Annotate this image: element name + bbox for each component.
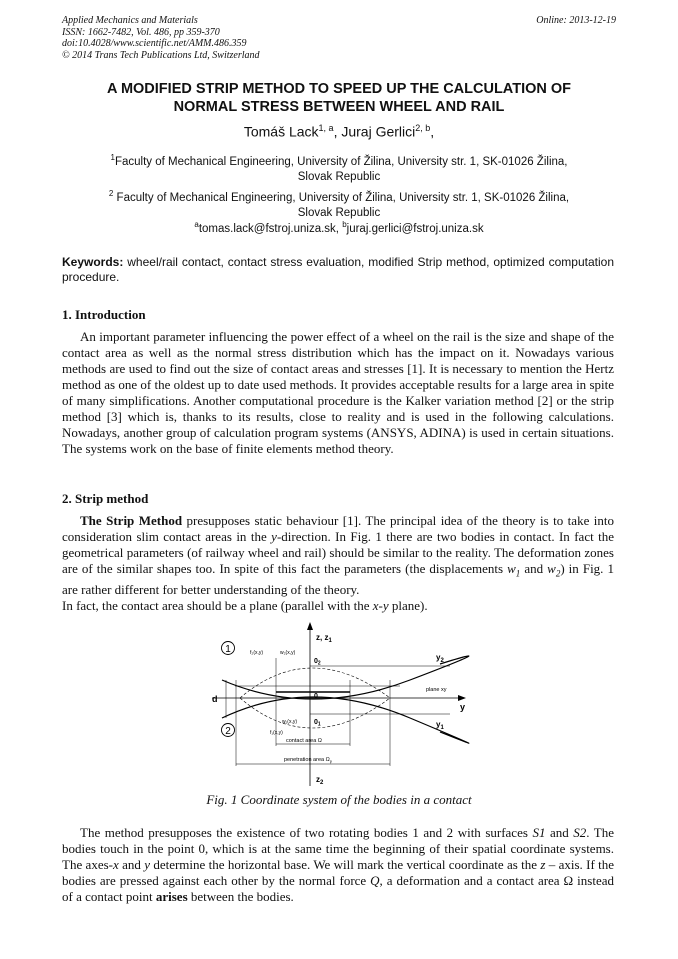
s2-text-b: -direction. In Fig. 1 there are two bodies in contact. In fact the geometrical parameters (of railway wheel and rail) should be similar to the reality. The deformation zones are of the similar shapes too. In spite of this fact the parameters (the displacements bbox=[62, 529, 614, 576]
online-date: Online: 2013-12-19 bbox=[536, 15, 616, 26]
y2-axis-label: $y_2$ bbox=[436, 653, 444, 664]
author-1-sup: 1, a bbox=[318, 123, 334, 133]
origin-o1-label: $0_1$ bbox=[314, 719, 321, 728]
s2c-text-a: The method presupposes the existence of two rotating bodies 1 and 2 with surfaces bbox=[80, 825, 533, 840]
affiliation-2-line1: Faculty of Mechanical Engineering, University of Žilina, University str. 1, SK-01026 Žilina, bbox=[113, 191, 570, 204]
s2-text-a: presupposes static behaviour [1]. The principal idea of the theory is to take into consideration slim contact areas in the bbox=[62, 513, 614, 544]
email-a[interactable]: tomas.lack@fstroj.uniza.sk bbox=[198, 222, 336, 235]
section-2-continuation bbox=[62, 825, 614, 905]
origin-o-label: 0 bbox=[314, 693, 318, 700]
affiliation-1 bbox=[62, 150, 616, 185]
s2c-s1: S1 bbox=[532, 825, 546, 840]
paper-title-line2: NORMAL STRESS BETWEEN WHEEL AND RAIL bbox=[173, 99, 505, 115]
s2c-text-g: between the bodies. bbox=[187, 889, 294, 904]
section-1-body bbox=[62, 329, 614, 457]
y-axis-label: y bbox=[460, 702, 466, 712]
z2-axis-label: $z_2$ bbox=[316, 775, 324, 786]
body-1-label: 1 bbox=[225, 644, 231, 655]
s2c-q: Q bbox=[370, 873, 380, 888]
s2c-text-b: . The bodies touch in the point 0, which is at the same time the beginning of their spatial coordinate systems. The axes- bbox=[62, 825, 614, 872]
author-2-sup: 2, b bbox=[415, 123, 431, 133]
s2-w1-sub: 1 bbox=[515, 568, 521, 579]
strip-method-bold: The Strip Method bbox=[80, 513, 183, 528]
d-label: d bbox=[212, 694, 218, 704]
s2-and: and bbox=[520, 561, 548, 576]
figure-1-diagram bbox=[200, 618, 480, 788]
author-list bbox=[62, 123, 616, 140]
s2c-s2: S2 bbox=[573, 825, 587, 840]
journal-copyright: © 2014 Trans Tech Publications Ltd, Switzerland bbox=[62, 49, 260, 61]
s2-text-c: ) in Fig. 1 are rather different for better understanding of the theory. bbox=[62, 561, 614, 597]
paper-title-line1: A MODIFIED STRIP METHOD TO SPEED UP THE CALCULATION OF bbox=[106, 81, 572, 97]
journal-issn: ISSN: 1662-7482, Vol. 486, pp 359-370 bbox=[62, 26, 220, 38]
contact-area-label: contact area Ω bbox=[286, 738, 322, 744]
paper-title bbox=[62, 80, 616, 116]
keywords bbox=[62, 255, 614, 285]
s2c-text-c: and bbox=[118, 857, 145, 872]
y1-axis-label: $y_1$ bbox=[436, 720, 444, 731]
f1-label: f₁(x,y) bbox=[270, 730, 283, 736]
s2c-z: z bbox=[540, 857, 546, 872]
s2c-text-d: determine the horizontal base. We will mark the vertical coordinate as the bbox=[149, 857, 541, 872]
email-a-sup: a bbox=[194, 220, 199, 229]
section-2-body bbox=[62, 513, 614, 614]
s2-w2: w bbox=[547, 561, 556, 576]
section-2-heading: 2. Strip method bbox=[62, 491, 149, 506]
s2c-x: x bbox=[112, 857, 119, 872]
s2c-arises: arises bbox=[155, 889, 188, 904]
affiliation-2-line2: Slovak Republic bbox=[297, 206, 381, 219]
journal-name: Applied Mechanics and Materials bbox=[62, 15, 198, 26]
affiliation-1-sup: 1 bbox=[110, 153, 115, 162]
w2-label: w₂(x,y) bbox=[280, 650, 296, 656]
figure-1-caption: Fig. 1 Coordinate system of the bodies in a contact bbox=[206, 792, 472, 807]
author-end: , bbox=[430, 123, 435, 140]
s2c-y: y bbox=[144, 857, 150, 872]
affiliation-2-sup: 2 bbox=[108, 189, 114, 198]
s2-xy-italic: x-y bbox=[372, 597, 389, 613]
origin-o2-label: $0_2$ bbox=[314, 658, 321, 667]
journal-doi[interactable]: doi:10.4028/www.scientific.net/AMM.486.359 bbox=[62, 38, 247, 49]
email-b-sup: b bbox=[342, 220, 347, 229]
penetration-area-label: penetration area $\Omega_p$ bbox=[284, 757, 332, 764]
affiliation-1-line1: Faculty of Mechanical Engineering, University of Žilina, University str. 1, SK-01026 Žilina, bbox=[114, 155, 568, 168]
s2-w1: w bbox=[507, 561, 516, 576]
journal-header bbox=[62, 15, 260, 61]
section-1-text: An important parameter influencing the power effect of a wheel on the rail is the size and shape of the contact area as well as the normal stress distribution which has the impact on it. Nowadays various methods are used to find out the size of contact areas and stresses [1]. It is necessary to mention the Hertz method as one of the oldest up to date used methods. It provides acceptable results for a large area in spite of many simplifications. Another computational procedure is the Kalker variation method [2] or the strip method [3] which is, thanks to its results, close to reality and is used in the following calculations. Nowadays, another group of calculation program systems (ANSYS, ADINA) is used in certain situations. The systems work on the base of finite elements method theory. bbox=[62, 329, 614, 456]
y-axis-arrow bbox=[458, 695, 466, 701]
s2c-text-e: – axis. If the bodies are pressed against each other by the normal force bbox=[62, 857, 615, 888]
z-axis-arrow bbox=[307, 622, 313, 630]
plane-xy-label: plane xy bbox=[426, 687, 447, 693]
s2-w2-sub: 2 bbox=[555, 568, 561, 579]
keywords-label: Keywords: bbox=[62, 255, 124, 269]
author-2: Juraj Gerlici bbox=[341, 123, 416, 140]
s2-text-d: In fact, the contact area should be a plane (parallel with the bbox=[62, 597, 373, 613]
section-1-heading: 1. Introduction bbox=[62, 307, 146, 322]
affiliation-2 bbox=[62, 186, 616, 221]
author-emails bbox=[62, 220, 616, 235]
s2-text-e: plane). bbox=[388, 597, 428, 613]
s2-y-italic: y bbox=[271, 529, 277, 544]
email-sep: , bbox=[335, 222, 343, 235]
author-1: Tomáš Lack bbox=[243, 123, 319, 140]
z-axis-label: z, $z_1$ bbox=[316, 633, 332, 644]
author-sep: , bbox=[333, 123, 342, 140]
s2c-and: and bbox=[545, 825, 574, 840]
f2-label: f₂(x,y) bbox=[250, 650, 264, 656]
w1-label: w₁(x,y) bbox=[282, 719, 298, 725]
keywords-text: wheel/rail contact, contact stress evaluation, modified Strip method, optimized computation procedure. bbox=[62, 255, 614, 284]
lower-body-surface bbox=[222, 697, 469, 743]
affiliation-1-line2: Slovak Republic bbox=[297, 170, 381, 183]
body-2-label: 2 bbox=[225, 726, 231, 737]
email-b[interactable]: juraj.gerlici@fstroj.uniza.sk bbox=[346, 222, 484, 235]
s2c-text-f: , a deformation and a contact area Ω instead of a contact point bbox=[62, 873, 614, 904]
